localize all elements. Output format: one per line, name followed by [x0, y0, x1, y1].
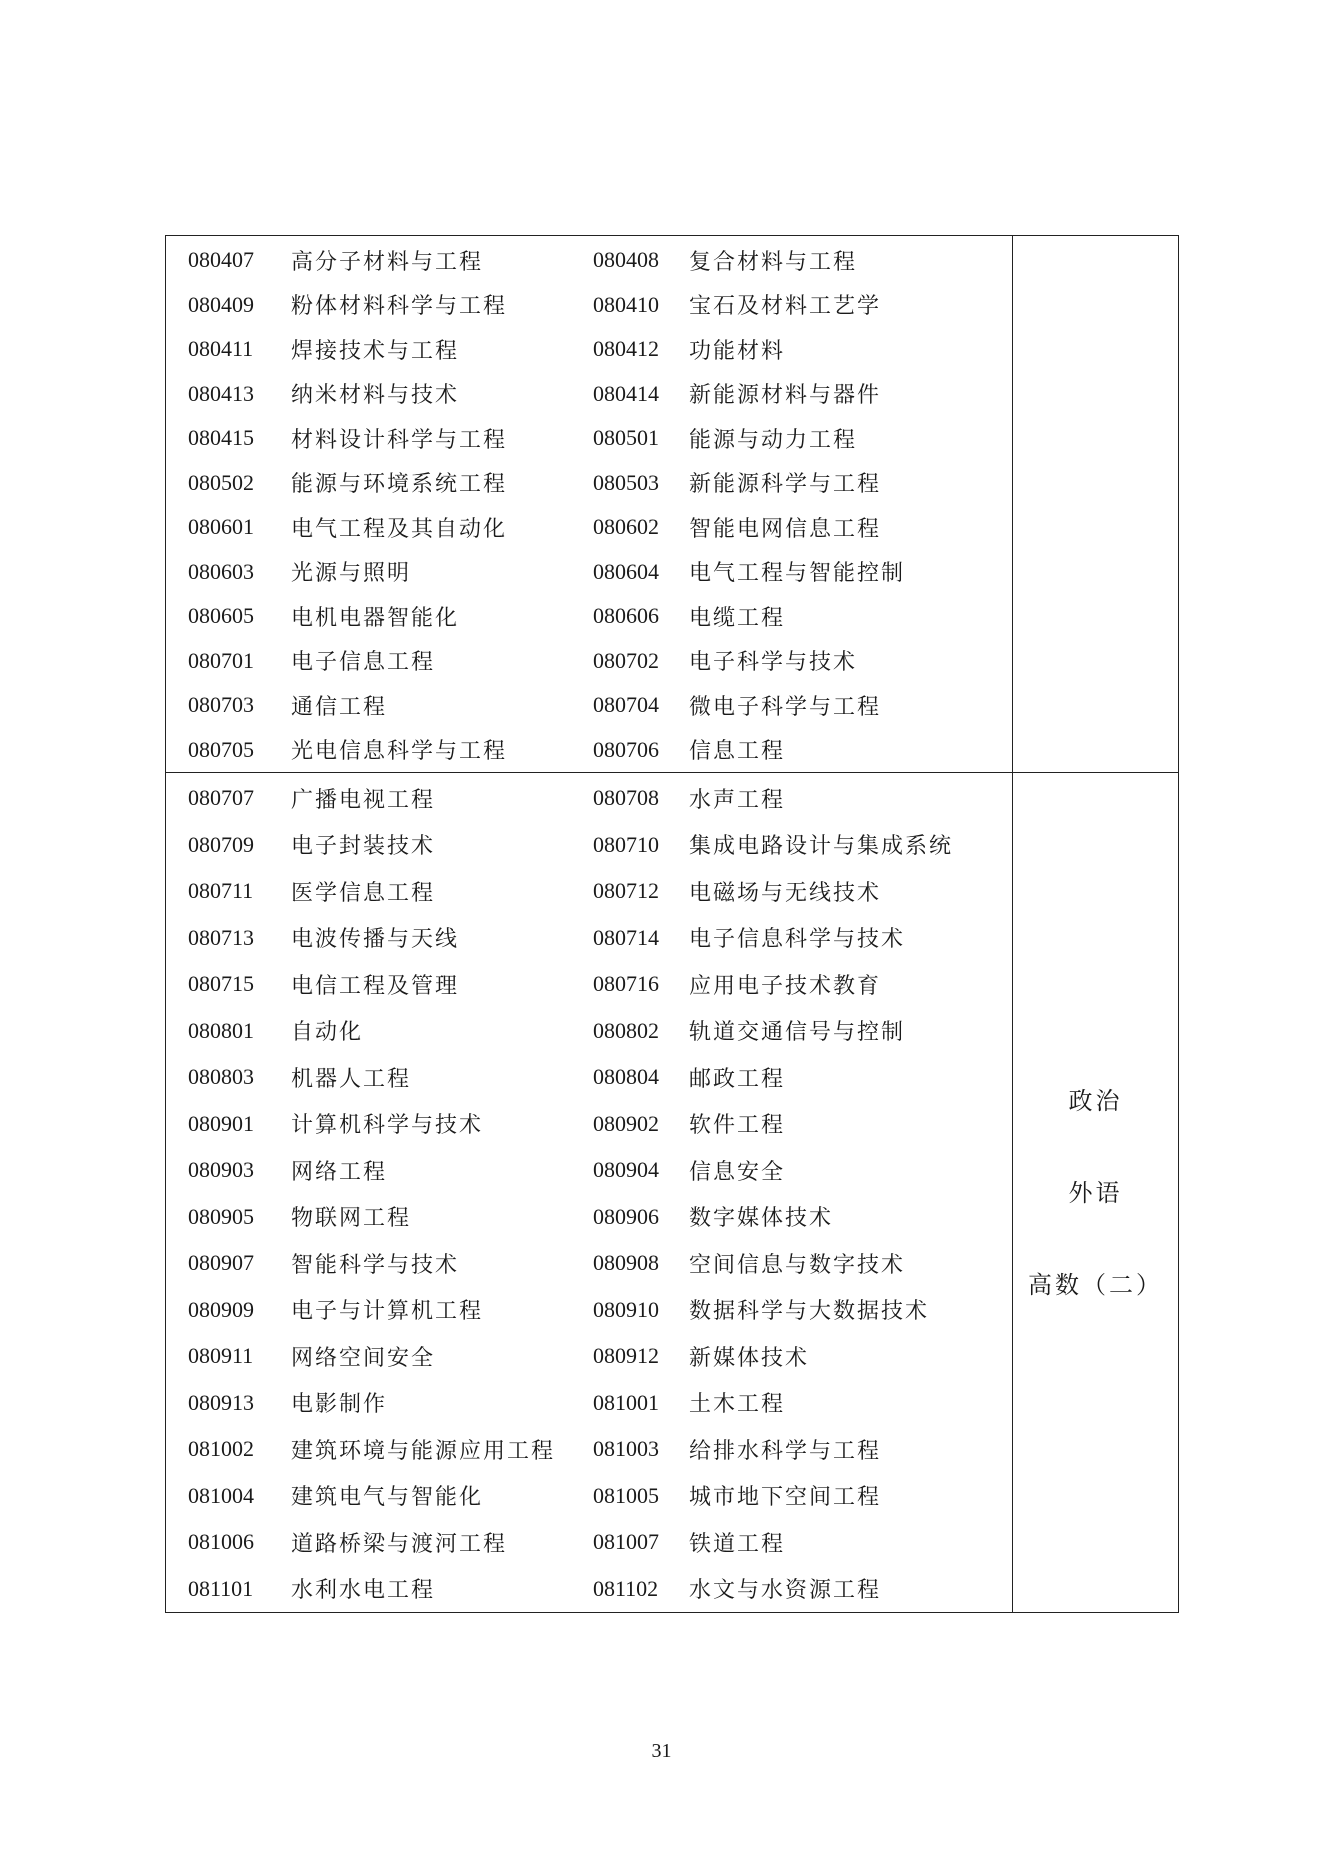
table-row [166, 327, 1012, 372]
major-code: 080704 [593, 692, 659, 718]
major-name: 智能电网信息工程 [689, 516, 882, 542]
table-row [166, 639, 1012, 684]
table-row [166, 915, 1012, 962]
major-code: 080707 [188, 785, 254, 811]
subject-advanced-math: 高数（二） [1028, 1271, 1163, 1299]
major-code: 080413 [188, 380, 254, 406]
major-name: 电机电器智能化 [291, 605, 460, 631]
subject-politics: 政治 [1068, 1087, 1123, 1115]
major-code: 080606 [593, 603, 659, 629]
major-code: 081007 [593, 1529, 659, 1555]
table-row [166, 1240, 1012, 1287]
major-code: 080412 [593, 336, 659, 362]
major-name: 材料设计科学与工程 [291, 427, 508, 453]
major-code: 080902 [593, 1110, 659, 1136]
subjects-cell-1 [1013, 236, 1178, 772]
major-name: 新能源材料与器件 [689, 383, 882, 409]
major-code: 080603 [188, 558, 254, 584]
major-name: 电子信息工程 [291, 650, 436, 676]
major-code: 080911 [188, 1343, 254, 1369]
major-name: 空间信息与数字技术 [689, 1252, 906, 1278]
table-row [166, 822, 1012, 869]
major-code: 080905 [188, 1203, 254, 1229]
major-code: 080710 [593, 831, 659, 857]
major-name: 软件工程 [689, 1113, 786, 1139]
major-name: 电气工程及其自动化 [291, 516, 508, 542]
major-code: 080804 [593, 1064, 659, 1090]
table-row [166, 1566, 1012, 1613]
major-name: 机器人工程 [291, 1066, 412, 1092]
major-code: 080501 [593, 425, 659, 451]
table-row [166, 283, 1012, 328]
major-name: 电子与计算机工程 [291, 1299, 484, 1325]
table-row [166, 372, 1012, 417]
major-name: 电波传播与天线 [291, 927, 460, 953]
table-row [166, 1380, 1012, 1427]
major-name: 能源与动力工程 [689, 427, 858, 453]
major-code: 080908 [593, 1250, 659, 1276]
major-name: 数字媒体技术 [689, 1206, 834, 1232]
major-code: 080801 [188, 1017, 254, 1043]
major-code: 080702 [593, 647, 659, 673]
major-code: 081006 [188, 1529, 254, 1555]
major-code: 080712 [593, 878, 659, 904]
major-code: 080706 [593, 736, 659, 762]
table-row [166, 775, 1012, 822]
table-row [166, 1194, 1012, 1241]
major-code: 080605 [188, 603, 254, 629]
major-code: 080604 [593, 558, 659, 584]
major-name: 数据科学与大数据技术 [689, 1299, 930, 1325]
major-code: 080802 [593, 1017, 659, 1043]
major-code: 080409 [188, 291, 254, 317]
major-list-2 [166, 773, 1013, 1612]
major-name: 电磁场与无线技术 [689, 880, 882, 906]
major-name: 网络空间安全 [291, 1345, 436, 1371]
major-name: 医学信息工程 [291, 880, 436, 906]
major-table [165, 235, 1179, 1613]
major-name: 功能材料 [689, 338, 786, 364]
major-name: 焊接技术与工程 [291, 338, 460, 364]
major-name: 电信工程及管理 [291, 973, 460, 999]
table-row [166, 1287, 1012, 1334]
major-code: 080901 [188, 1110, 254, 1136]
major-code: 080414 [593, 380, 659, 406]
table-row [166, 1333, 1012, 1380]
major-name: 集成电路设计与集成系统 [689, 834, 954, 860]
major-code: 081004 [188, 1482, 254, 1508]
page-number: 31 [651, 1740, 672, 1762]
major-code: 080912 [593, 1343, 659, 1369]
major-name: 轨道交通信号与控制 [689, 1020, 906, 1046]
table-block-2 [166, 772, 1178, 1612]
subject-foreign-language: 外语 [1068, 1179, 1123, 1207]
table-row [166, 461, 1012, 506]
table-row [166, 416, 1012, 461]
table-row [166, 1101, 1012, 1148]
major-name: 电影制作 [291, 1392, 388, 1418]
major-name: 复合材料与工程 [689, 249, 858, 275]
major-code: 080903 [188, 1157, 254, 1183]
table-row [166, 1054, 1012, 1101]
major-code: 081001 [593, 1389, 659, 1415]
major-name: 新媒体技术 [689, 1345, 810, 1371]
major-name: 道路桥梁与渡河工程 [291, 1531, 508, 1557]
table-row [166, 238, 1012, 283]
table-row [166, 868, 1012, 915]
major-name: 电缆工程 [689, 605, 786, 631]
major-list-1 [166, 236, 1013, 772]
major-name: 信息安全 [689, 1159, 786, 1185]
major-code: 080713 [188, 924, 254, 950]
major-name: 邮政工程 [689, 1066, 786, 1092]
major-code: 080714 [593, 924, 659, 950]
major-name: 建筑环境与能源应用工程 [291, 1438, 556, 1464]
major-code: 080503 [593, 469, 659, 495]
major-code: 080709 [188, 831, 254, 857]
table-row [166, 594, 1012, 639]
major-name: 城市地下空间工程 [689, 1485, 882, 1511]
major-code: 080909 [188, 1296, 254, 1322]
major-name: 电子封装技术 [291, 834, 436, 860]
major-code: 080703 [188, 692, 254, 718]
major-name: 建筑电气与智能化 [291, 1485, 484, 1511]
major-name: 水文与水资源工程 [689, 1578, 882, 1604]
table-row [166, 1519, 1012, 1566]
major-code: 080715 [188, 971, 254, 997]
major-code: 081102 [593, 1575, 659, 1601]
major-name: 信息工程 [689, 739, 786, 765]
major-code: 080716 [593, 971, 659, 997]
major-code: 080408 [593, 247, 659, 273]
table-row [166, 550, 1012, 595]
major-code: 080705 [188, 736, 254, 762]
major-name: 能源与环境系统工程 [291, 472, 508, 498]
major-name: 宝石及材料工艺学 [689, 294, 882, 320]
major-name: 水利水电工程 [291, 1578, 436, 1604]
major-name: 纳米材料与技术 [291, 383, 460, 409]
major-code: 080904 [593, 1157, 659, 1183]
major-code: 081002 [188, 1436, 254, 1462]
major-code: 080601 [188, 514, 254, 540]
major-name: 智能科学与技术 [291, 1252, 460, 1278]
table-row [166, 961, 1012, 1008]
major-name: 粉体材料科学与工程 [291, 294, 508, 320]
major-code: 081005 [593, 1482, 659, 1508]
major-name: 电子信息科学与技术 [689, 927, 906, 953]
major-name: 高分子材料与工程 [291, 249, 484, 275]
major-name: 新能源科学与工程 [689, 472, 882, 498]
major-code: 080708 [593, 785, 659, 811]
major-code: 080410 [593, 291, 659, 317]
major-code: 080415 [188, 425, 254, 451]
table-block-1 [166, 236, 1178, 772]
major-name: 计算机科学与技术 [291, 1113, 484, 1139]
major-code: 080502 [188, 469, 254, 495]
major-name: 通信工程 [291, 694, 388, 720]
major-code: 080711 [188, 878, 254, 904]
major-code: 080407 [188, 247, 254, 273]
major-name: 给排水科学与工程 [689, 1438, 882, 1464]
major-name: 水声工程 [689, 787, 786, 813]
major-code: 081101 [188, 1575, 254, 1601]
major-code: 080411 [188, 336, 254, 362]
table-row [166, 1426, 1012, 1473]
major-name: 物联网工程 [291, 1206, 412, 1232]
major-code: 080906 [593, 1203, 659, 1229]
major-name: 土木工程 [689, 1392, 786, 1418]
subjects-cell-2 [1013, 773, 1178, 1612]
major-name: 自动化 [291, 1020, 364, 1046]
major-name: 广播电视工程 [291, 787, 436, 813]
table-row [166, 728, 1012, 773]
major-name: 铁道工程 [689, 1531, 786, 1557]
table-row [166, 1008, 1012, 1055]
major-name: 光电信息科学与工程 [291, 739, 508, 765]
major-code: 080602 [593, 514, 659, 540]
exam-subjects [1013, 1081, 1178, 1357]
table-row [166, 1147, 1012, 1194]
major-name: 电子科学与技术 [689, 650, 858, 676]
major-code: 081003 [593, 1436, 659, 1462]
major-name: 应用电子技术教育 [689, 973, 882, 999]
table-row [166, 505, 1012, 550]
major-code: 080913 [188, 1389, 254, 1415]
major-name: 微电子科学与工程 [689, 694, 882, 720]
major-name: 网络工程 [291, 1159, 388, 1185]
major-code: 080910 [593, 1296, 659, 1322]
table-row [166, 683, 1012, 728]
major-code: 080907 [188, 1250, 254, 1276]
major-code: 080701 [188, 647, 254, 673]
major-name: 电气工程与智能控制 [689, 561, 906, 587]
major-code: 080803 [188, 1064, 254, 1090]
table-row [166, 1473, 1012, 1520]
major-name: 光源与照明 [291, 561, 412, 587]
